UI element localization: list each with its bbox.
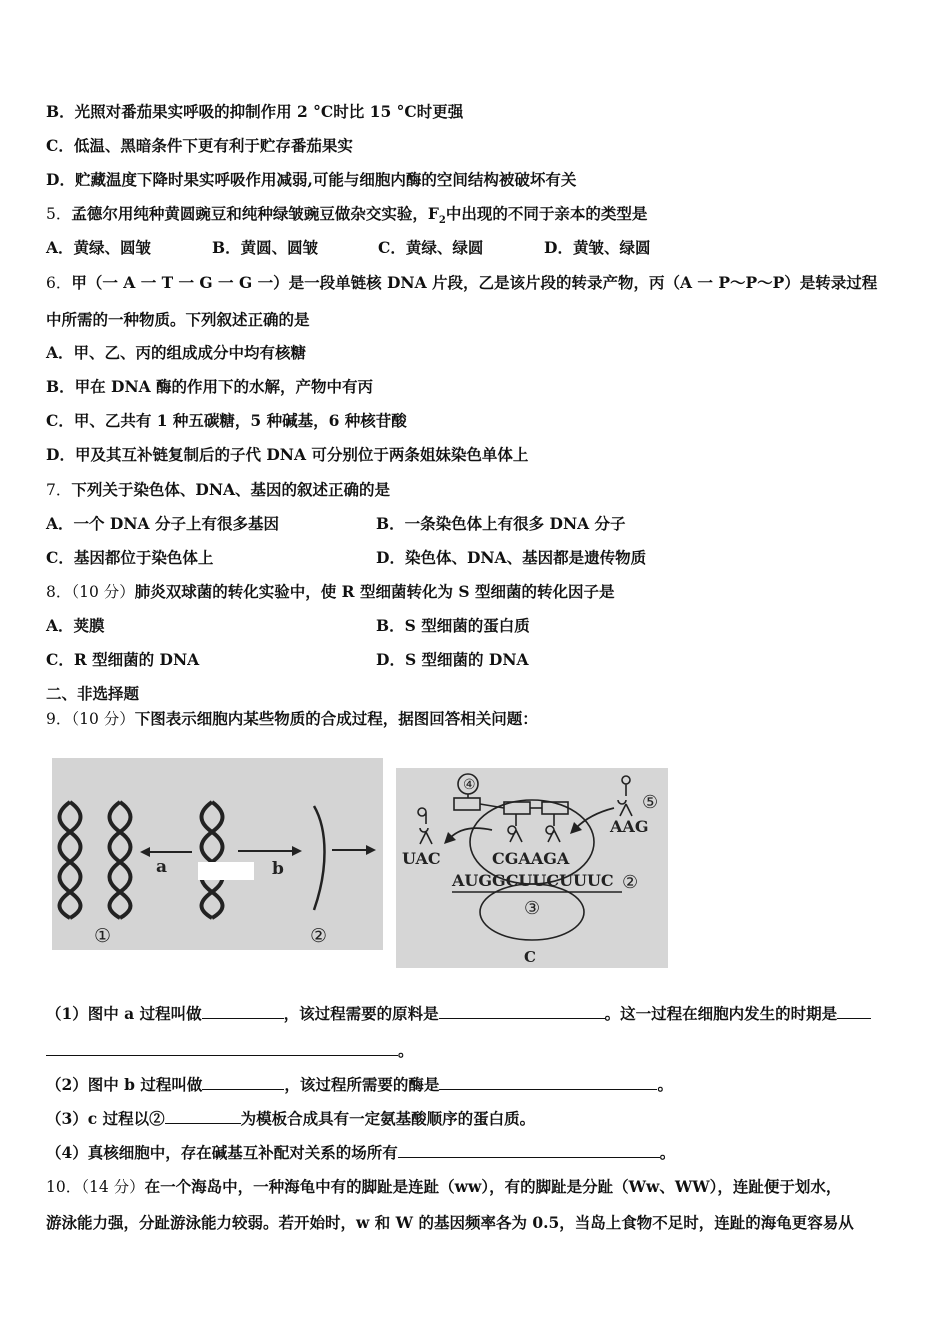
q9-sub1-cont: 。 <box>46 1040 414 1061</box>
q9-sub3: （3）c 过程以② 为模板合成具有一定氨基酸顺序的蛋白质。 <box>46 1109 536 1128</box>
q10-stem-line2: 游泳能力强，分趾游泳能力较弱。若开始时，w 和 W 的基因频率各为 0.5，当岛上食物不足时，连趾的海龟更容易从 <box>46 1213 854 1232</box>
q6-option-d: D．甲及其互补链复制后的子代 DNA 可分别位于两条姐妹染色单体上 <box>46 445 529 464</box>
answer-blank[interactable] <box>46 1040 398 1056</box>
q5-option-c: C．黄绿、绿圆 <box>378 238 484 257</box>
q4-option-d: D．贮藏温度下降时果实呼吸作用减弱,可能与细胞内酶的空间结构被破坏有关 <box>46 170 577 189</box>
q5-number: 5． <box>46 205 72 223</box>
q8-stem: 8．（10 分）肺炎双球菌的转化实验中，使 R 型细菌转化为 S 型细菌的转化因子是 <box>46 582 615 601</box>
fig-label-a: a <box>156 857 168 877</box>
q8-score: （10 分） <box>71 583 135 601</box>
q8-option-d: D．S 型细菌的 DNA <box>376 650 529 669</box>
fig-circ-1: ① <box>94 925 112 947</box>
q5-option-d: D．黄皱、绿圆 <box>544 238 651 257</box>
answer-blank[interactable] <box>202 1003 284 1019</box>
q5-options <box>46 238 650 258</box>
fig-circ-3: ③ <box>524 898 541 919</box>
fig-mrna-seq: AUGGCUUCUUUC <box>452 871 614 890</box>
fig-circ-4: ④ <box>463 777 476 793</box>
q6-option-c: C．甲、乙共有 1 种五碳糖，5 种碱基，6 种核苷酸 <box>46 411 407 430</box>
q6-option-a: A．甲、乙、丙的组成成分中均有核糖 <box>46 343 307 362</box>
q10-number: 10． <box>46 1178 82 1196</box>
figure-replication-transcription <box>52 758 383 954</box>
q9-sub2: （2）图中 b 过程叫做 ，该过程所需要的酶是 。 <box>46 1075 673 1094</box>
q9-sub1: （1）图中 a 过程叫做 ，该过程需要的原料是 。这一过程在细胞内发生的时期是 <box>46 1003 871 1024</box>
q6-stem-line2: 中所需的一种物质。下列叙述正确的是 <box>46 310 310 329</box>
q7-number: 7． <box>46 481 72 499</box>
q5-option-b: B．黄圆、圆皱 <box>212 238 319 257</box>
q8-option-a: A．荚膜 <box>46 616 105 635</box>
figure-translation <box>396 768 668 972</box>
q8-option-c: C．R 型细菌的 DNA <box>46 650 200 669</box>
q6-stem-line1: 6．甲（一 A 一 T 一 G 一 G 一）是一段单链核 DNA 片段，乙是该片段的转录产物，丙（A 一 P～P～P）是转录过程 <box>46 273 878 292</box>
q4-option-b: B．光照对番茄果实呼吸的抑制作用 2 °C时比 15 °C时更强 <box>46 102 464 121</box>
q7-option-d: D．染色体、DNA、基因都是遗传物质 <box>376 548 647 567</box>
answer-blank[interactable] <box>202 1074 284 1090</box>
answer-blank[interactable] <box>439 1074 657 1090</box>
q10-stem-line1: 10．（14 分）在一个海岛中，一种海龟中有的脚趾是连趾（ww），有的脚趾是分趾（Ww、WW），连趾便于划水， <box>46 1177 842 1196</box>
q7-option-a: A．一个 DNA 分子上有很多基因 <box>46 514 279 533</box>
q9-score: （10 分） <box>71 710 135 728</box>
answer-blank[interactable] <box>165 1108 241 1124</box>
fig-aag: AAG <box>610 817 649 836</box>
q9-sub4: （4）真核细胞中，存在碱基互补配对关系的场所有 。 <box>46 1143 676 1162</box>
q7-stem: 7．下列关于染色体、DNA、基因的叙述正确的是 <box>46 480 391 499</box>
fig-circ-5: ⑤ <box>642 792 659 813</box>
q5-option-a: A．黄绿、圆皱 <box>46 238 152 257</box>
q8-option-b: B．S 型细菌的蛋白质 <box>376 616 530 635</box>
fig-label-b: b <box>272 859 284 879</box>
q5-stem: 5．孟德尔用纯种黄圆豌豆和纯种绿皱豌豆做杂交实验，$F_2$中出现的不同于亲本的类型是 <box>46 204 648 227</box>
fig-uac: UAC <box>402 849 441 868</box>
q7-option-c: C．基因都位于染色体上 <box>46 548 214 567</box>
q9-number: 9． <box>46 710 72 728</box>
q7-option-b: B．一条染色体上有很多 DNA 分子 <box>376 514 626 533</box>
q10-score: （14 分） <box>81 1178 145 1196</box>
answer-blank[interactable] <box>398 1142 660 1158</box>
fig-label-c: C <box>524 948 536 966</box>
section-heading: 二、非选择题 <box>46 684 140 703</box>
q6-option-b: B．甲在 DNA 酶的作用下的水解，产物中有丙 <box>46 377 374 396</box>
answer-blank[interactable] <box>439 1003 605 1019</box>
q6-number: 6． <box>46 274 72 292</box>
q9-stem: 9．（10 分）下图表示细胞内某些物质的合成过程，据图回答相关问题： <box>46 709 538 728</box>
answer-blank[interactable] <box>837 1003 871 1019</box>
q8-number: 8． <box>46 583 72 601</box>
fig-circ-2: ② <box>310 925 328 947</box>
fig-cgaaga: CGAAGA <box>492 849 570 868</box>
fig-circ-2b: ② <box>622 872 639 893</box>
q4-option-c: C．低温、黑暗条件下更有利于贮存番茄果实 <box>46 136 353 155</box>
